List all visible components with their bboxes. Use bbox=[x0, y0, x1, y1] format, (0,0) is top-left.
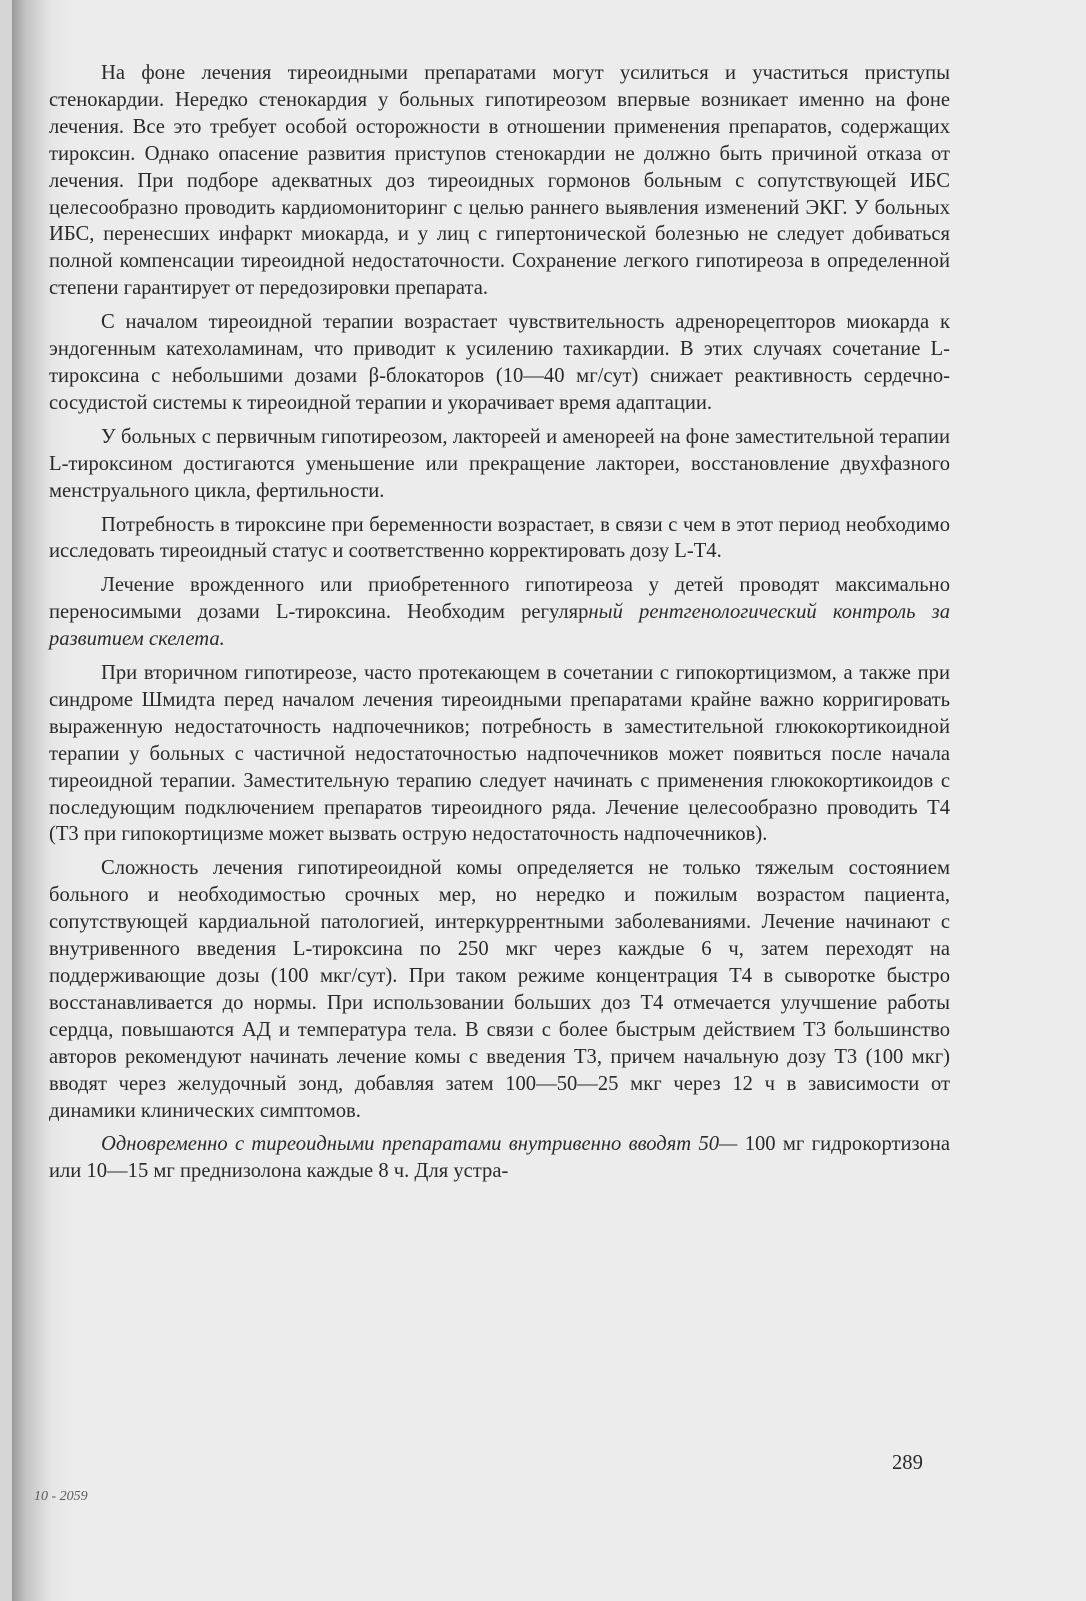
paragraph-coma: Сложность лечения гипотиреоидной комы определяется не только тяжелым состоянием больного и необходимостью срочных мер, но нередко и пожилым возрастом пациента, сопутствующей кардиальной патологией, интеркуррентными заболеваниями. Лечение начинают с внутривенного введения L-тироксина по 250 мкг через каждые 6 ч, затем переходят на поддерживающие дозы (100 мкг/сут). При таком режиме концентрация T4 в сыворотке быстро восстанавливается до нормы. При использовании больших доз T4 отмечается улучшение работы сердца, повышаются АД и температура тела. В связи с более быстрым действием T3 большинство авторов рекомендуют начинать лечение комы с введения T3, причем начальную дозу T3 (100 мкг) вводят через желудочный зонд, добавляя затем 100—50—25 мкг через 12 ч в зависимости от динамики клинических симптомов. bbox=[49, 857, 950, 1122]
children-text: Лечение врожденного или приобретенного гипотиреоза у детей проводят максимально переносимыми дозами L-тироксина. Необходим регуляр bbox=[49, 574, 950, 624]
page-number: 289 bbox=[892, 1452, 923, 1474]
signature-mark: 10 - 2059 bbox=[34, 1489, 88, 1504]
paragraph-children bbox=[49, 572, 950, 653]
paragraph-adrenoreceptors: С началом тиреоидной терапии возрастает чувствительность адренорецепторов миокарда к эндогенным катехоламинам, что приводит к усилению тахикардии. В этих случаях сочетание L-тироксина с небольшими дозами β-блокаторов (10—40 мг/сут) снижает реактивность сердечно-сосудистой системы к тиреоидной терапии и укорачивает время адаптации. bbox=[49, 311, 950, 414]
paragraph-angina: На фоне лечения тиреоидными препаратами могут усилиться и участиться приступы стенокардии. Нередко стенокардия у больных гипотиреозом впервые возникает именно на фоне лечения. Все это требует особой осторожности в отношении применения препаратов, содержащих тироксин. Однако опасение развития приступов стенокардии не должно быть причиной отказа от лечения. При подборе адекватных доз тиреоидных гормонов больным с сопутствующей ИБС целесообразно проводить кардиомониторинг с целью раннего выявления изменений ЭКГ. У больных ИБС, перенесших инфаркт миокарда, и у лиц с гипертонической болезнью не следует добиваться полной компенсации тиреоидной недостаточности. Сохранение легкого гипотиреоза в определенной степени гарантирует от передозировки препарата. bbox=[49, 62, 950, 300]
paragraph-lactorrhea: У больных с первичным гипотиреозом, лактореей и аменореей на фоне заместительной терапии L-тироксином достигаются уменьшение или прекращение лактореи, восстановление двухфазного менструального цикла, фертильности. bbox=[49, 425, 950, 502]
children-text-italic: ный рентгенологический контроль за развитием скелета. bbox=[49, 601, 951, 651]
paragraph-hydrocortisone bbox=[49, 1131, 950, 1185]
hydrocortisone-text-italic: Одновременно с тиреоидными препаратами внутривенно вводят 50— bbox=[101, 1133, 738, 1156]
page-body bbox=[49, 60, 950, 1185]
paragraph-pregnancy: Потребность в тироксине при беременности возрастает, в связи с чем в этот период необходимо исследовать тиреоидный статус и соответственно корректировать дозу L-T4. bbox=[49, 513, 950, 563]
paragraph-secondary-hypothyroidism: При вторичном гипотиреозе, часто протекающем в сочетании с гипокортицизмом, а также при синдроме Шмидта перед началом лечения тиреоидными препаратами крайне важно корригировать выраженную недостаточность надпочечников; потребность в заместительной глюкокортикоидной терапии у больных с частичной недостаточностью надпочечников может появиться после начала тиреоидной терапии. Заместительную терапию следует начинать с применения глюкокортикоидов с последующим подключением препаратов тиреоидного ряда. Лечение целесообразно проводить T4 (T3 при гипокортицизме может вызвать острую недостаточность надпочечников). bbox=[49, 662, 950, 846]
book-page bbox=[12, 0, 1086, 1601]
hydrocortisone-text: 100 мг гидрокортизона или 10—15 мг преднизолона каждые 8 ч. Для устра- bbox=[49, 1133, 950, 1183]
